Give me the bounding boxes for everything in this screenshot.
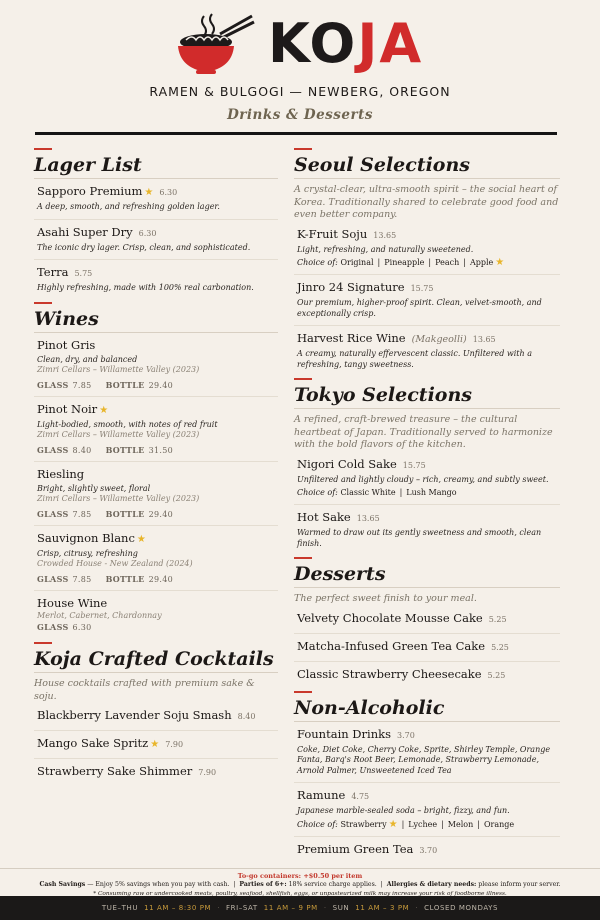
glass-price: 6.30 <box>72 623 92 632</box>
section-title: Koja Crafted Cocktails <box>34 642 278 673</box>
glass-label: GLASS <box>37 573 69 584</box>
item-name: Jinro 24 Signature <box>297 280 405 294</box>
item-description: Japanese marble-sealed soda – bright, fizzy, and fun. <box>297 806 510 815</box>
lager-section <box>34 148 278 300</box>
item-price: 8.40 <box>237 712 256 721</box>
glass-price: 7.85 <box>72 574 92 584</box>
bottle-price: 29.40 <box>148 509 173 519</box>
item-name: Mango Sake Spritz <box>37 736 149 750</box>
allergy-label: Allergies & dietary needs: <box>386 881 477 888</box>
item-description: Clean, dry, and balanced <box>37 354 138 364</box>
option: Classic White <box>340 488 396 497</box>
menu-item <box>34 333 278 397</box>
food-warning: * Consuming raw or undercooked meats, poultry, seafood, shellfish, eggs, or unpasteurized milk may increase your risk of foodborne illness. <box>93 890 507 897</box>
item-name: Premium Green Tea <box>297 841 414 856</box>
item-name: Asahi Super Dry <box>37 224 133 239</box>
item-price: 13.65 <box>373 230 397 240</box>
wines-section <box>34 302 278 639</box>
parties-label: Parties of 6+: <box>239 881 287 888</box>
item-description: Highly refreshing, made with 100% real carbonation. <box>37 283 254 292</box>
bottle-label: BOTTLE <box>105 444 145 455</box>
item-origin: Merlot, Cabernet, Chardonnay <box>37 610 162 620</box>
menu-item <box>34 759 278 786</box>
item-name: Nigori Cold Sake <box>297 456 397 471</box>
choice-label: Choice of: <box>297 488 338 497</box>
tokyo-section <box>294 378 560 555</box>
option: Apple <box>469 258 494 267</box>
bottle-label: BOTTLE <box>105 508 145 519</box>
nonalcoholic-section <box>294 691 560 864</box>
glass-price: 7.85 <box>72 509 92 519</box>
glass-label: GLASS <box>37 622 69 632</box>
option: Lychee <box>408 819 438 829</box>
item-description: Warmed to draw out its gently sweetness and smooth, clean finish. <box>297 528 542 548</box>
menu-item <box>294 634 560 662</box>
item-name: Hot Sake <box>297 510 351 524</box>
item-origin: Zimri Cellars – Willamette Valley (2023) <box>37 494 200 503</box>
item-price: 13.65 <box>472 335 496 344</box>
item-description: Light-bodied, smooth, with notes of red fruit <box>37 419 218 429</box>
menu-item <box>294 275 560 326</box>
hours-time: 11 AM – 9 PM <box>263 904 318 912</box>
item-name: House Wine <box>37 595 108 610</box>
menu-item <box>34 591 278 639</box>
item-price: 4.75 <box>351 792 370 801</box>
item-name: Velvety Chocolate Mousse Cake <box>297 610 483 625</box>
item-origin: Crowded House - New Zealand (2024) <box>37 559 193 568</box>
menu-item <box>34 731 278 759</box>
option: Melon <box>447 819 474 829</box>
menu-item <box>34 703 278 731</box>
item-price: 3.70 <box>396 730 415 740</box>
star-icon: ★ <box>99 404 109 416</box>
menu-item <box>294 222 560 276</box>
bottle-label: BOTTLE <box>105 573 145 584</box>
item-price: 5.25 <box>491 642 509 652</box>
header-divider <box>35 132 557 135</box>
option: Lush Mango <box>406 488 457 497</box>
menu-item <box>294 837 560 864</box>
item-description: Crisp, citrusy, refreshing <box>37 548 138 558</box>
left-column <box>34 148 278 786</box>
hours-time: 11 AM – 3 PM <box>355 904 410 912</box>
item-description: A creamy, naturally effervescent classic. Unfiltered with a refreshing, tangy sweetness. <box>297 349 532 369</box>
option: Pineapple <box>384 258 425 267</box>
item-price: 6.30 <box>159 188 178 197</box>
item-name: Matcha-Infused Green Tea Cake <box>297 638 486 653</box>
menu-header <box>0 0 600 140</box>
section-title: Desserts <box>294 557 560 588</box>
menu-item <box>34 260 278 300</box>
glass-label: GLASS <box>37 508 69 519</box>
item-price: 7.90 <box>165 740 184 749</box>
item-description: Our premium, higher-proof spirit. Clean, velvet-smooth, and exceptionally crisp. <box>297 298 542 318</box>
section-description: House cocktails crafted with premium sake & soju. <box>34 678 255 702</box>
section-description: A crystal-clear, ultra-smooth spirit – the social heart of Korea. Traditionally shared to celebrate good food and even better company. <box>294 184 559 220</box>
glass-label: GLASS <box>37 444 69 455</box>
menu-item <box>294 606 560 634</box>
item-options: Choice of: Original | Pineapple | Peach | Apple ★ <box>297 257 505 268</box>
ramen-bowl-icon <box>176 10 256 78</box>
glass-price: 8.40 <box>72 445 92 455</box>
star-icon: ★ <box>136 533 146 545</box>
cocktails-section <box>34 642 278 786</box>
brand-part-2: JA <box>357 12 424 75</box>
item-price: 5.75 <box>74 269 93 278</box>
desserts-section <box>294 557 560 689</box>
choice-label: Choice of: <box>297 258 338 267</box>
item-alt-name: (Makgeolli) <box>411 334 467 345</box>
item-name: Classic Strawberry Cheesecake <box>297 666 482 681</box>
bottle-price: 29.40 <box>148 380 173 390</box>
item-price: 7.90 <box>198 768 217 777</box>
hours-bar: TUE–THU 11 AM – 8:30 PM · FRI–SAT 11 AM – 9 PM · SUN 11 AM – 3 PM · CLOSED MONDAYS <box>0 896 600 920</box>
menu-item <box>294 452 560 506</box>
item-name: Strawberry Sake Shimmer <box>37 764 193 778</box>
section-title: Wines <box>34 302 278 333</box>
item-options: Choice of: Classic White | Lush Mango <box>297 488 457 497</box>
item-name: Sauvignon Blanc <box>37 530 135 545</box>
togo-note: To-go containers: +$0.50 per item <box>237 872 363 880</box>
hours-time: 11 AM – 8:30 PM <box>144 904 212 912</box>
menu-item <box>294 662 560 689</box>
option: Original <box>340 258 374 267</box>
brand-logo <box>268 14 423 74</box>
section-title: Tokyo Selections <box>294 378 560 409</box>
item-name: Fountain Drinks <box>297 726 391 741</box>
item-name: K-Fruit Soju <box>297 226 368 241</box>
section-description: The perfect sweet finish to your meal. <box>294 593 477 604</box>
cash-label: Cash Savings <box>39 881 86 888</box>
section-title: Lager List <box>34 148 278 179</box>
policy-line: Cash Savings — Enjoy 5% savings when you pay with cash. | Parties of 6+: 18% service charge applies. | Allergies & dietary needs: please inform your server. <box>39 881 561 888</box>
menu-item <box>294 326 560 376</box>
item-origin: Zimri Cellars – Willamette Valley (2023) <box>37 430 200 439</box>
seoul-section <box>294 148 560 376</box>
choice-label: Choice of: <box>297 819 338 829</box>
item-description: Light, refreshing, and naturally sweetened. <box>297 244 474 254</box>
star-icon: ★ <box>388 818 398 830</box>
item-name: Ramune <box>297 788 346 802</box>
section-description: A refined, craft-brewed treasure – the cultural heartbeat of Japan. Traditionally served to harmonize with the bold flavors of the kitchen. <box>294 414 553 450</box>
hours-day: SUN <box>332 904 350 912</box>
glass-label: GLASS <box>37 379 69 390</box>
item-description: Coke, Diet Coke, Cherry Coke, Sprite, Shirley Temple, Orange Fanta, Barq's Root Beer, Lemonade, Strawberry Lemonade, Arnold Palmer, Unsweetened Iced Tea <box>297 744 551 775</box>
menu-footer <box>0 868 600 898</box>
item-price: 15.75 <box>402 460 426 470</box>
right-column <box>294 148 560 864</box>
item-price: 5.25 <box>488 614 507 624</box>
item-price: 15.75 <box>410 284 434 293</box>
allergy-text: please inform your server. <box>476 881 561 888</box>
item-price: 3.70 <box>419 845 438 855</box>
bottle-label: BOTTLE <box>105 379 145 390</box>
star-icon: ★ <box>495 257 505 268</box>
menu-item <box>294 505 560 555</box>
hours-day: TUE–THU <box>101 904 139 912</box>
item-name: Pinot Gris <box>37 337 96 352</box>
menu-item <box>294 783 560 837</box>
menu-item <box>34 220 278 261</box>
brand-part-1: KO <box>268 12 358 75</box>
cash-text: — Enjoy 5% savings when you pay with cash. <box>85 881 230 888</box>
menu-item <box>34 179 278 220</box>
tagline: RAMEN & BULGOGI — NEWBERG, OREGON <box>149 84 451 99</box>
option: Peach <box>435 258 460 267</box>
option: Strawberry <box>340 819 387 829</box>
item-name: Harvest Rice Wine <box>297 331 406 345</box>
item-price: 5.25 <box>487 670 506 680</box>
option: Orange <box>483 819 515 829</box>
item-name: Riesling <box>37 466 85 481</box>
closed-notice: CLOSED MONDAYS <box>424 904 499 912</box>
item-description: The iconic dry lager. Crisp, clean, and sophisticated. <box>37 242 251 252</box>
hours-day: FRI–SAT <box>226 904 258 912</box>
section-title: Non-Alcoholic <box>294 691 560 722</box>
star-icon: ★ <box>150 739 160 750</box>
item-description: A deep, smooth, and refreshing golden lager. <box>37 202 220 211</box>
item-description: Bright, slightly sweet, floral <box>37 483 151 493</box>
bottle-price: 29.40 <box>148 574 173 584</box>
item-name: Sapporo Premium <box>37 184 143 198</box>
item-price: 13.65 <box>356 514 380 523</box>
item-description: Unfiltered and lightly cloudy – rich, creamy, and subtly sweet. <box>297 474 549 484</box>
menu-item <box>34 397 278 462</box>
menu-item <box>34 462 278 526</box>
glass-price: 7.85 <box>72 380 92 390</box>
menu-item <box>294 722 560 784</box>
item-name: Pinot Noir <box>37 401 98 416</box>
bottle-price: 31.50 <box>148 445 173 455</box>
item-options: Choice of: Strawberry ★ | Lychee | Melon | Orange <box>297 818 515 830</box>
menu-item <box>34 526 278 591</box>
item-origin: Zimri Cellars – Willamette Valley (2023) <box>37 365 200 374</box>
parties-text: 18% service charge applies. <box>286 881 377 888</box>
item-name: Terra <box>37 265 69 279</box>
menu-subtitle: Drinks & Desserts <box>227 107 373 123</box>
item-name: Blackberry Lavender Soju Smash <box>37 708 232 722</box>
section-title: Seoul Selections <box>294 148 560 179</box>
star-icon: ★ <box>144 187 154 198</box>
item-price: 6.30 <box>138 228 157 238</box>
